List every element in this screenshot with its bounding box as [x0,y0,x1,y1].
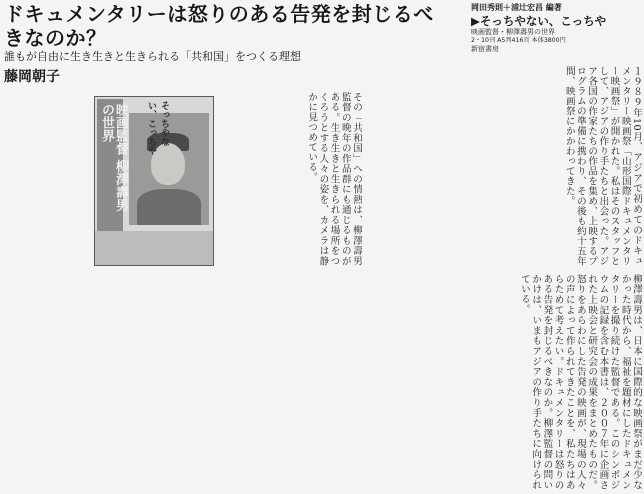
cover-band [95,231,213,265]
article-headline: ドキュメンタリーは怒りのある告発を封じるべきなのか？ [4,2,434,50]
book-publisher: 新宿書房 [471,45,499,53]
article-subhead: 誰もが自由に生き生きと生きられる「共和国」をつくる理想 [4,50,301,63]
article-author: 藤岡朝子 [4,69,60,85]
body-text-right: １９８９年10月、アジアで初めてのドキュメンタリー映画祭「山形国際ドキュメンタリー映画祭」が開かれた。私はそのスタッフとして、アジアの作り手たちと出会った。アジア各国の作家たちの作品を集め、上映するプログラムの準備に携わり、その後も約十五年間、映画祭にかかわってきた。 [563,66,642,266]
book-info-box [471,2,639,62]
book-title: ▶そっちやない、こっちや [471,14,607,28]
cover-subtitle: そっちやない、こっちや [146,101,169,155]
book-price: 2・10刊 A5判416頁 本体3800円 [471,37,566,44]
body-text-top-left: その「共和国」への情熱は、柳澤壽男監督の晩年の作品群にも通じるものがある。生き生きと生きられる場所をつくろうとする人々の姿を、カメラは静かに見つめている。 [306,92,362,266]
book-cover-image [94,96,214,266]
book-editors: 岡田秀則＋浦辻宏昌 編著 [471,3,562,12]
body-text-bottom: 柳澤壽男は、日本に国際的な映画祭がまだ少なかった時代から、福祉を題材にしたドキュメンタリーを撮り続けた監督である。このシンポジウムの記録を含む本書は、２００７年に企画された上映会と研究会の成果をまとめたものだ。怒りをあらわにした告発の映画が、現場の人々の声によって作られてきたことを、私たちはあらためて考えたい。ドキュメンタリーは怒りのある告発を封じるべきなのか。柳澤監督の問いかけは、いまもアジアの作り手たちに向けられている。 [518,274,642,490]
cover-title: 映画監督 柳澤壽男の世界 [99,103,128,212]
cover-photo-body [137,189,201,225]
book-tagline: 映画監督・柳澤壽男の世界 [471,28,555,36]
